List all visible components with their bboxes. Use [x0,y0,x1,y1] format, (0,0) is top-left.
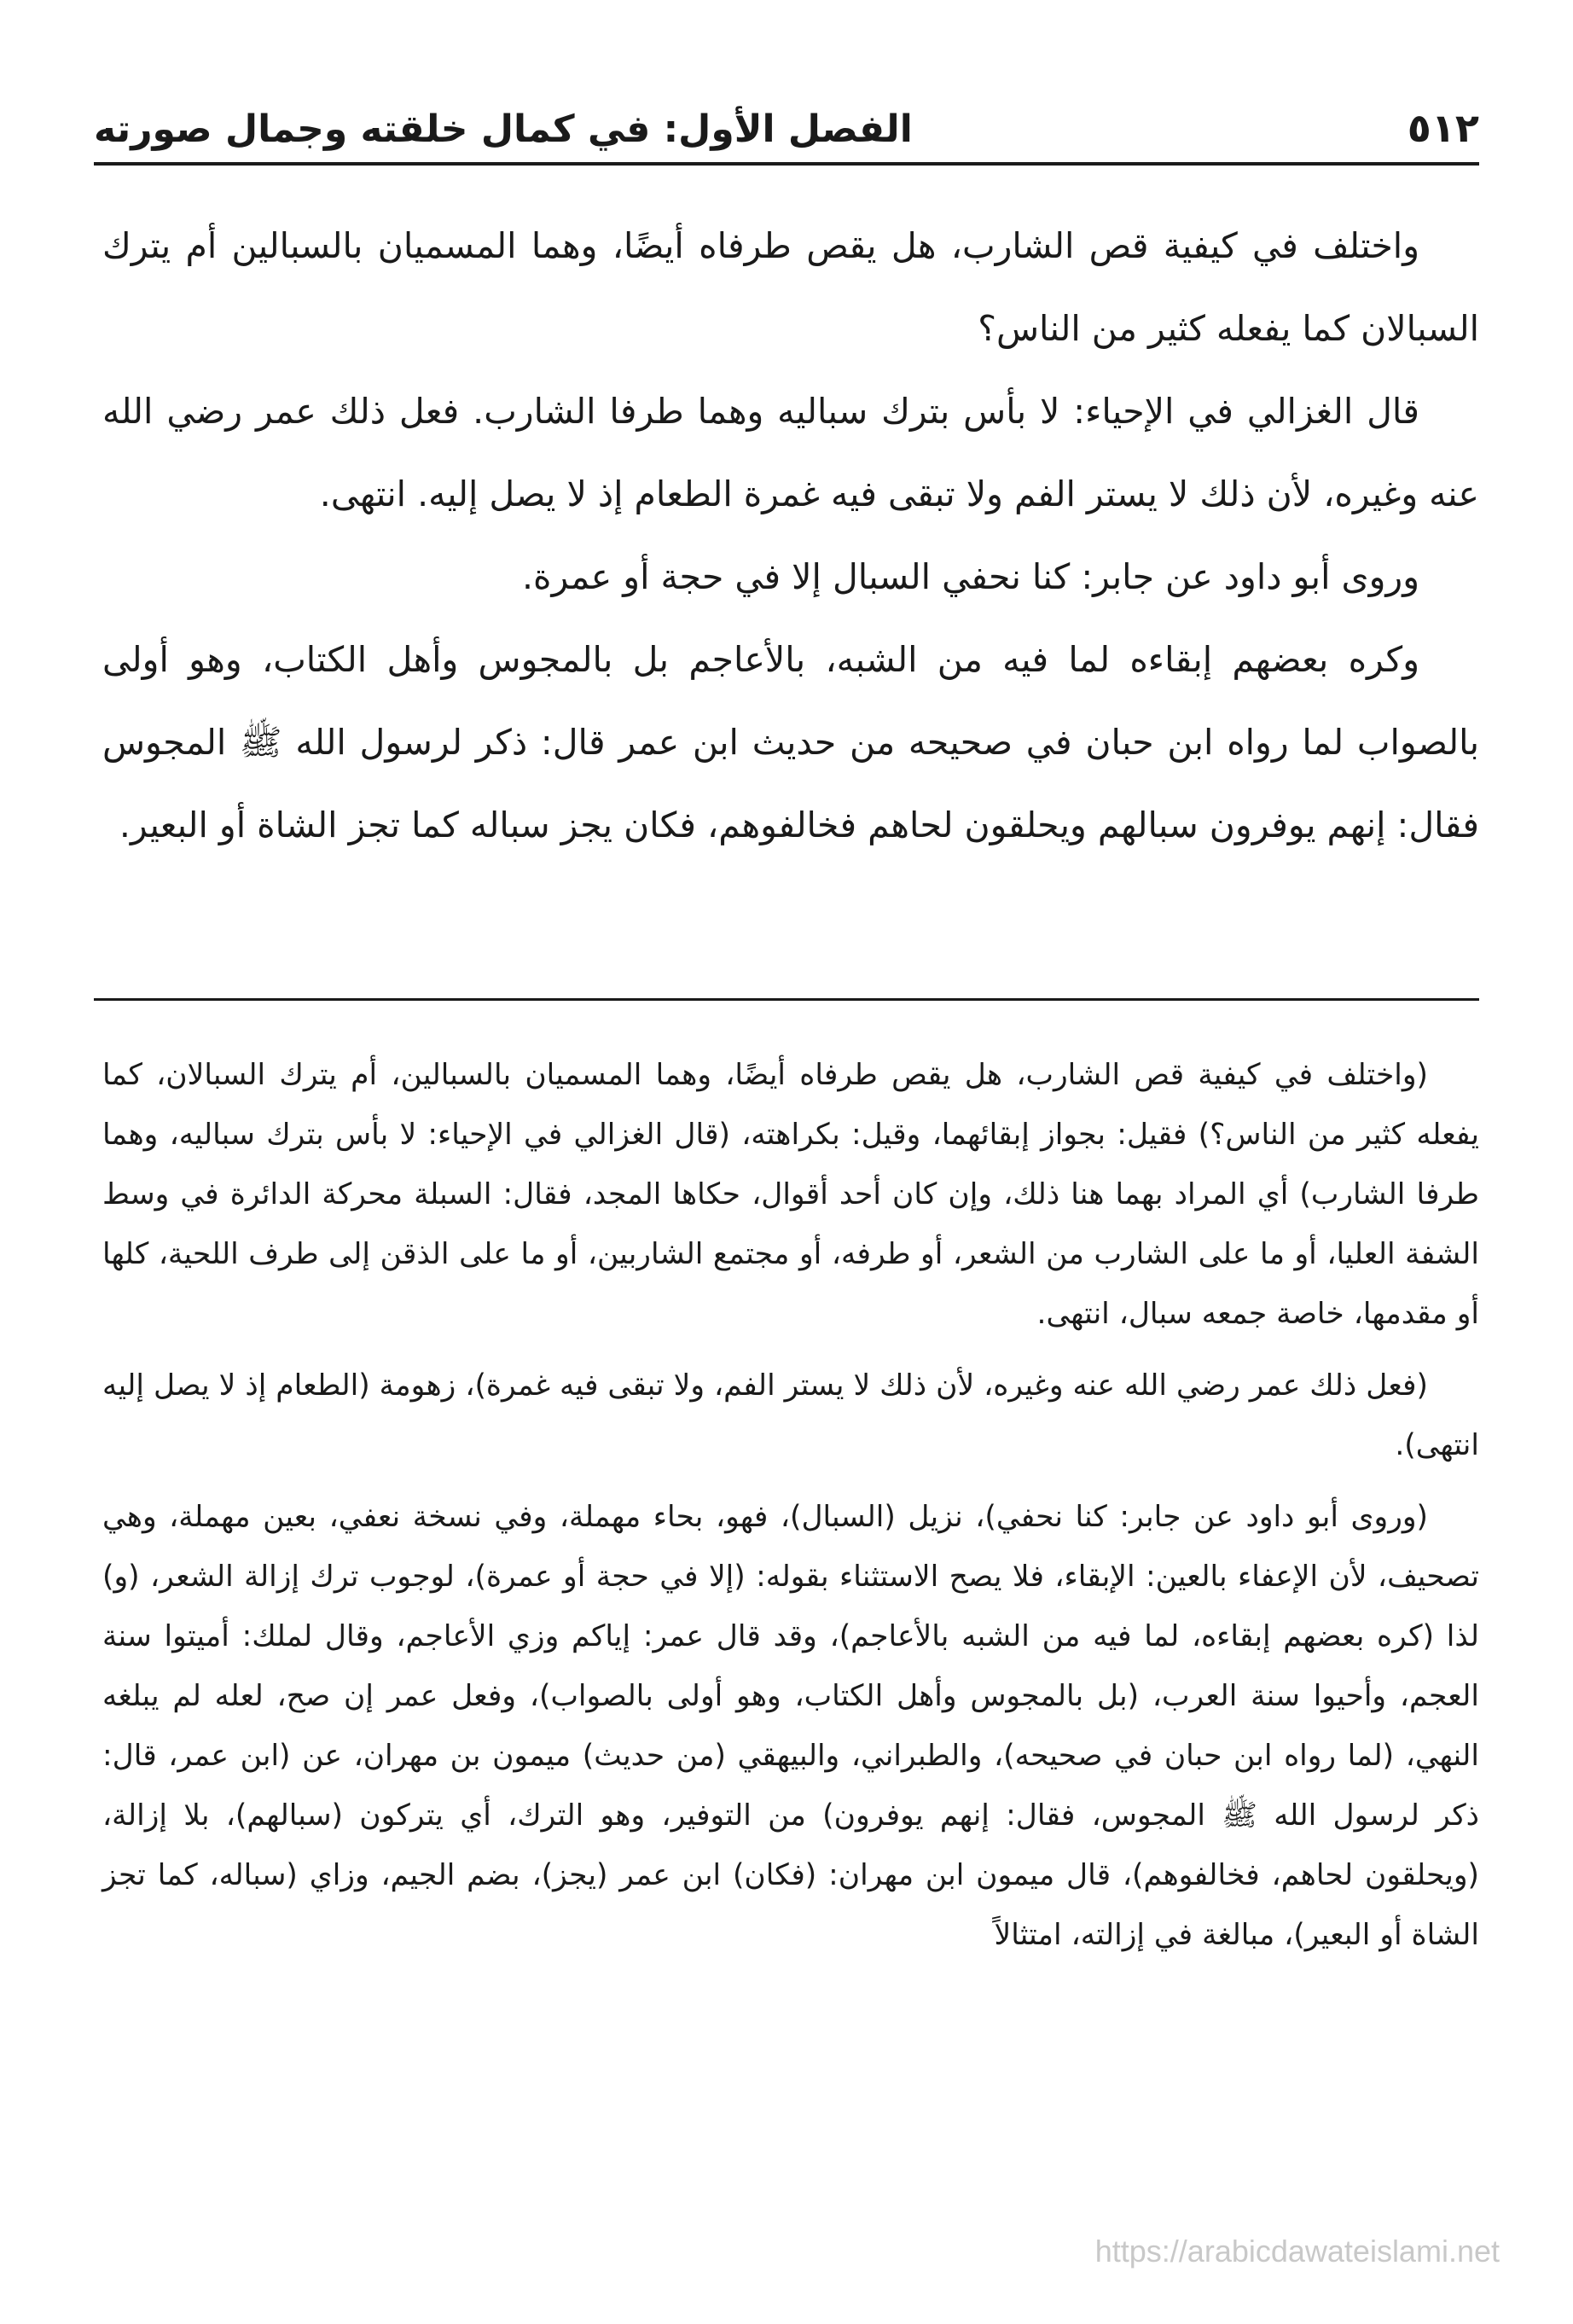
header-rule [94,162,1479,166]
page-number: ٥١٢ [1407,105,1479,151]
main-paragraph: واختلف في كيفية قص الشارب، هل يقص طرفاه أيضًا، وهما المسميان بالسبالين أم يترك السبالان كما يفعله كثير من الناس؟ [102,225,1479,349]
main-text [102,205,1479,867]
main-paragraph: وروى أبو داود عن جابر: كنا نحفي السبال إلا في حجة أو عمرة. [521,556,1419,597]
commentary-paragraph: (وروى أبو داود عن جابر: كنا نحفي)، نزيل (السبال)، فهو، بحاء مهملة، وفي نسخة نعفي، بعين مهملة، وهي تصحيف، لأن الإعفاء بالعين: الإبقاء، فلا يصح الاستثناء بقوله: (إلا في حجة أو عمرة)، لوجوب ترك إزالة الشعر، (و) لذا (كره بعضهم إبقاءه، لما فيه من الشبه بالأعاجم)، وقد قال عمر: إياكم وزي الأعاجم، وقال لملك: أميتوا سنة العجم، وأحيوا سنة العرب، (بل بالمجوس وأهل الكتاب، وهو أولى بالصواب)، وفعل عمر إن صح، لعله لم يبلغه النهي، (لما رواه ابن حبان في صحيحه)، والطبراني، والبيهقي (من حديث) ميمون بن مهران، عن (ابن عمر، قال: ذكر لرسول الله ﷺ المجوس، فقال: إنهم يوفرون) من التوفير، وهو الترك، أي يتركون (سبالهم)، بلا إزالة، (ويحلقون لحاهم، فخالفوهم)، قال ميمون ابن مهران: (فكان) ابن عمر (يجز)، بضم الجيم، وزاي (سباله، كما تجز الشاة أو البعير)، مبالغة في إزالته، امتثالاً [102,1500,1479,1952]
section-divider [94,998,1479,1001]
main-paragraph: وكره بعضهم إبقاءه لما فيه من الشبه، بالأعاجم بل بالمجوس وأهل الكتاب، وهو أولى بالصواب لما رواه ابن حبان في صحيحه من حديث ابن عمر قال: ذكر لرسول الله ﷺ المجوس فقال: إنهم يوفرون سبالهم ويحلقون لحاهم فخالفوهم، فكان يجز سباله كما تجز الشاة أو البعير. [102,639,1479,845]
chapter-title: الفصل الأول: في كمال خلقته وجمال صورته [94,107,913,151]
commentary-paragraph: (واختلف في كيفية قص الشارب، هل يقص طرفاه أيضًا، وهما المسميان بالسبالين، أم يترك السبالان، كما يفعله كثير من الناس؟) فقيل: بجواز إبقائهما، وقيل: بكراهته، (قال الغزالي في الإحياء: لا بأس بترك سباليه، وهما طرفا الشارب) أي المراد بهما هنا ذلك، وإن كان أحد أقوال، حكاها المجد، فقال: السبلة محركة الدائرة في وسط الشفة العليا، أو ما على الشارب من الشعر، أو طرفه، أو مجتمع الشاربين، أو ما على الذقن إلى طرف اللحية، كلها أو مقدمها، خاصة جمعه سبال، انتهى. [102,1058,1479,1331]
main-paragraph: قال الغزالي في الإحياء: لا بأس بترك سباليه وهما طرفا الشارب. فعل ذلك عمر رضي الله عنه وغيره، لأن ذلك لا يستر الفم ولا تبقى فيه غمرة الطعام إذ لا يصل إليه. انتهى. [102,391,1479,514]
running-header [94,90,1479,151]
commentary-text [102,1045,1479,1977]
commentary-paragraph: (فعل ذلك عمر رضي الله عنه وغيره، لأن ذلك لا يستر الفم، ولا تبقى فيه غمرة)، زهومة (الطعام إذ لا يصل إليه انتهى). [102,1368,1479,1462]
watermark-url: https://arabicdawateislami.net [1094,2234,1500,2269]
